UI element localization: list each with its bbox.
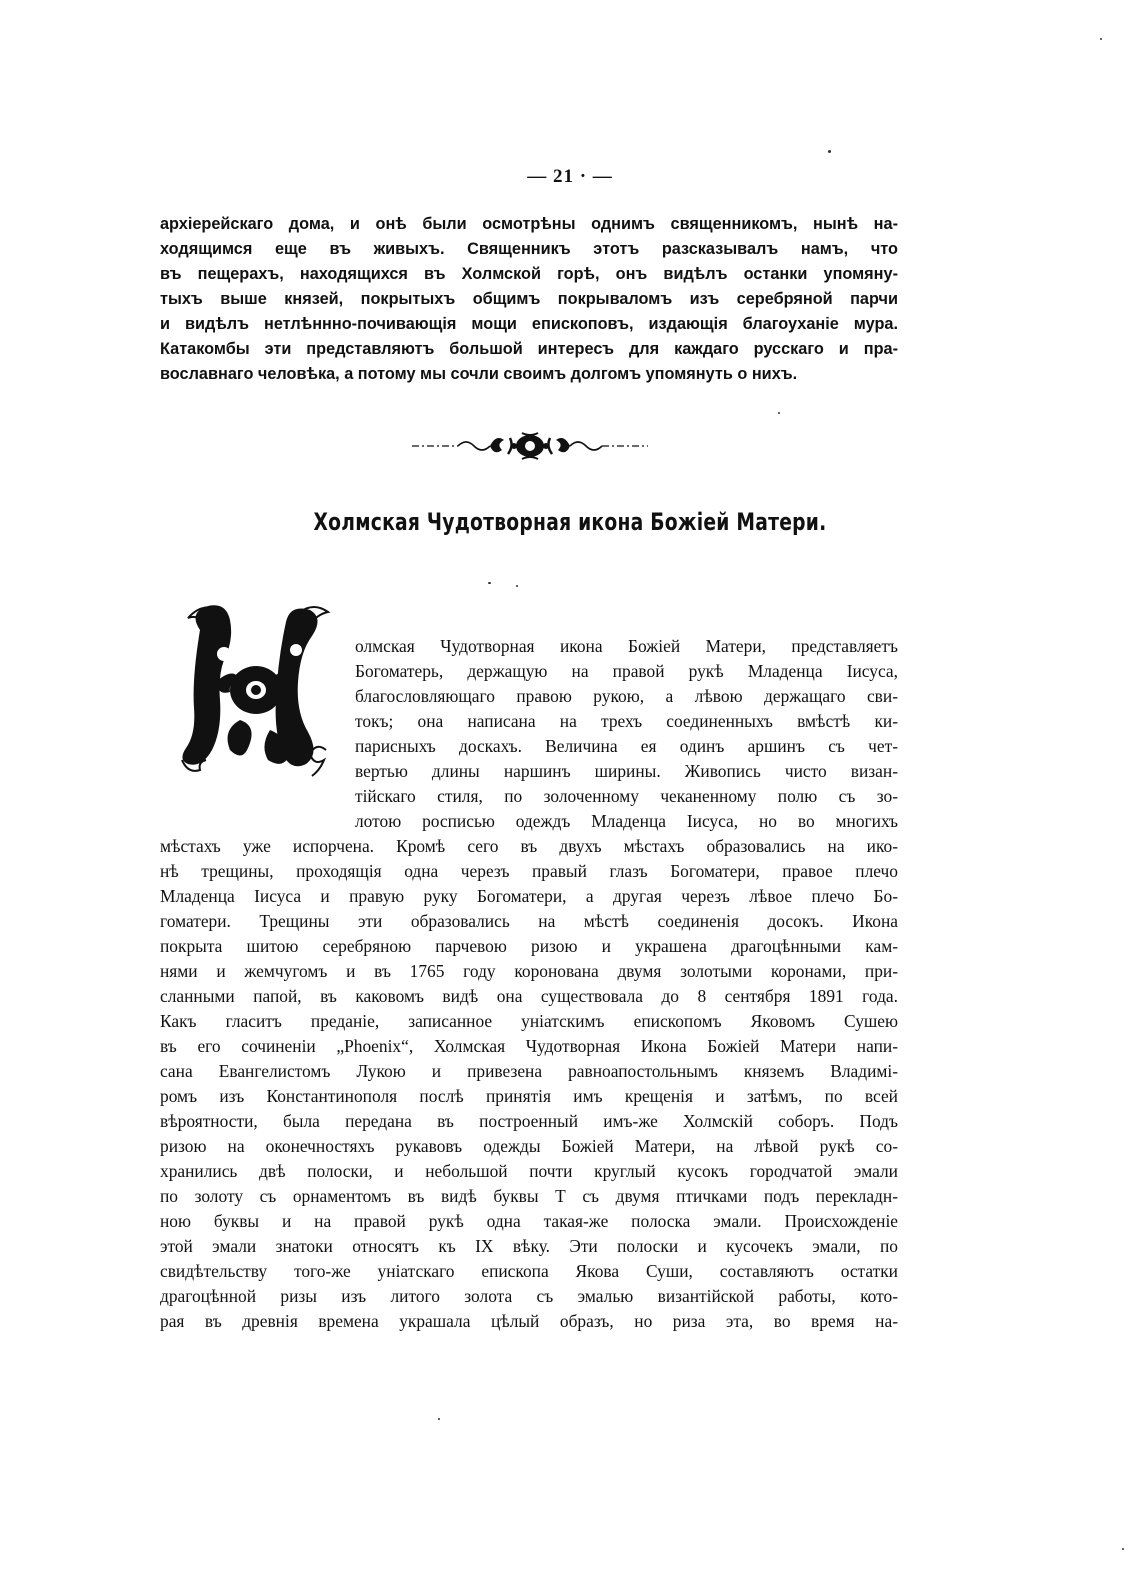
scan-speck [488,582,491,584]
text-line: вертью длины наршинъ ширины. Живопись чисто визан- [355,761,898,781]
text-line: лотою росписью одеждъ Младенца Іисуса, но во многихъ [355,811,898,831]
wrapped-paragraph [355,634,898,834]
decorated-initial-letter-icon [178,600,338,780]
text-line: рая въ древнія времена украшала цѣлый образъ, но риза эта, во время на- [160,1311,898,1331]
text-line: сланными папой, въ каковомъ видѣ она существовала до 8 сентября 1891 года. [160,986,898,1006]
text-line: хранились двѣ полоски, и небольшой почти круглый кусокъ городчатой эмали [160,1161,898,1181]
text-line: Богоматерь, держащую на правой рукѣ Младенца Іисуса, [355,661,898,681]
body-paragraph [160,834,898,1334]
text-line: мѣстахъ уже испорчена. Кромѣ сего въ двухъ мѣстахъ образовались на ико- [160,836,898,856]
page-number: — 21 · — [527,166,613,187]
text-line: покрыта шитою серебряною парчевою ризою и украшена драгоцѣнными кам- [160,936,898,956]
scan-speck [1122,1548,1124,1550]
text-line: нѣ трещины, проходящія одна черезъ правый глазъ Богоматери, правое плечо [160,861,898,881]
text-line: нями и жемчугомъ и въ 1765 году коронована двумя золотыми коронами, при- [160,961,898,981]
text-line: тійскаго стиля, по золоченному чеканенному полю съ зо- [355,786,898,806]
text-line: въ пещерахъ, находящихся въ Холмской горѣ, онъ видѣлъ останки упомяну- [160,265,898,283]
text-line: этой эмали знатоки относятъ къ IX вѣку. Эти полоски и кусочекъ эмали, по [160,1236,898,1256]
text-line: Какъ гласитъ преданіе, записанное уніатскимъ епископомъ Яковомъ Сушею [160,1011,898,1031]
text-line: Младенца Іисуса и правую руку Богоматери, а другая черезъ лѣвое плечо Бо- [160,886,898,906]
text-line: по золоту съ орнаментомъ въ видѣ буквы Т съ двумя птичками подъ перекладн- [160,1186,898,1206]
text-line: гоматери. Трещины эти образовались на мѣстѣ соединенія досокъ. Икона [160,911,898,931]
text-line: свидѣтельству того-же уніатскаго епископа Якова Суши, составляютъ остатки [160,1261,898,1281]
text-line: и видѣлъ нетлѣннно-почивающія мощи епископовъ, издающія благоуханіе мура. [160,315,898,333]
text-line: въ его сочиненіи „Phoenix“, Холмская Чудотворная Икона Божіей Матери напи- [160,1036,898,1056]
scan-speck [438,1418,440,1420]
text-line: благословляющаго правою рукою, а лѣвою держащаго сви- [355,686,898,706]
text-line: вѣроятности, была передана въ построенный имъ-же Холмскій соборъ. Подъ [160,1111,898,1131]
text-line: Катакомбы эти представляютъ большой интересъ для каждаго русскаго и пра- [160,340,898,358]
text-line: парисныхъ доскахъ. Величина ея одинъ аршинъ съ чет- [355,736,898,756]
text-line: тыхъ выше князей, покрытыхъ общимъ покрываломъ изъ серебряной парчи [160,290,898,308]
text-line: ходящимся еще въ живыхъ. Священникъ этотъ разсказывалъ намъ, что [160,240,898,258]
text-line: ною буквы и на правой рукѣ одна такая-же полоска эмали. Происхожденіе [160,1211,898,1231]
scan-speck [828,150,831,153]
text-line: ромъ изъ Константинополя послѣ принятія имъ крещенія и затѣмъ, по всей [160,1086,898,1106]
scan-speck [516,585,518,587]
scan-speck [778,412,780,414]
text-line: архіерейскаго дома, и онѣ были осмотрѣны однимъ священникомъ, нынѣ на- [160,215,898,233]
text-line: драгоцѣнной ризы изъ литого золота съ эмалью византійской работы, кото- [160,1286,898,1306]
text-line: вославнаго человѣка, а потому мы сочли своимъ долгомъ упомянуть о нихъ. [160,365,798,383]
text-line: олмская Чудотворная икона Божіей Матери, представляетъ [355,636,898,656]
scan-speck [1100,38,1102,40]
section-divider-ornament [410,430,650,462]
intro-paragraph [160,212,898,387]
text-line: токъ; она написана на трехъ соединенныхъ вмѣстѣ ки- [355,711,898,731]
text-line: сана Евангелистомъ Лукою и привезена равноапостольнымъ княземъ Владимі- [160,1061,898,1081]
text-line: ризою на оконечностяхъ рукавовъ одежды Божіей Матери, на лѣвой рукѣ со- [160,1136,898,1156]
section-title: Холмская Чудотворная икона Божіей Матери. [313,508,827,536]
